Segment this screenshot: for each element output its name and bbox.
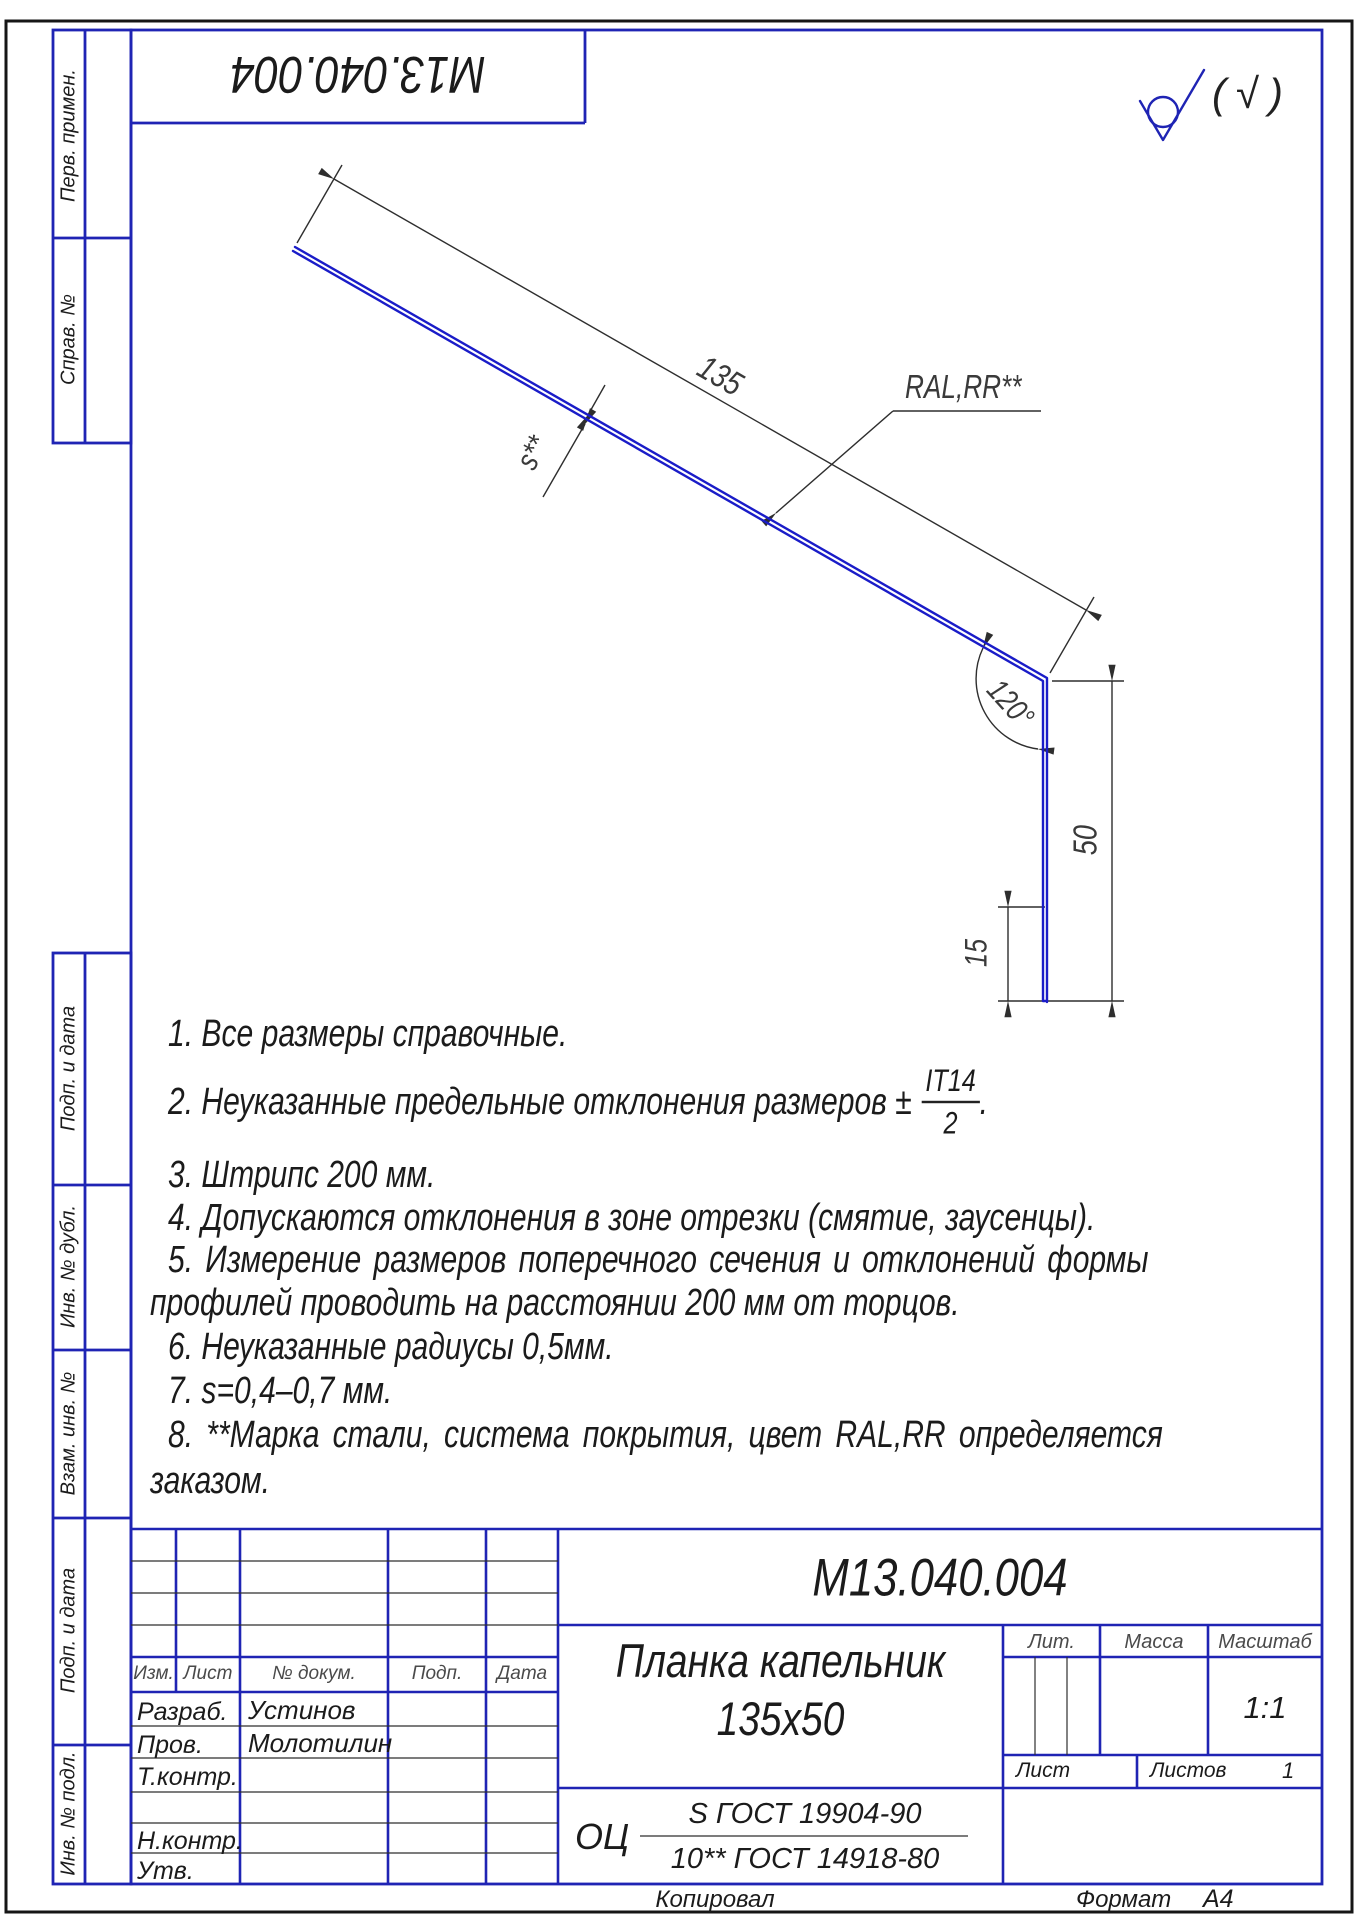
note-6: 6. Неуказанные радиусы 0,5мм. — [168, 1325, 614, 1368]
roughness-icon — [1140, 70, 1204, 140]
note-2-period: . — [979, 1080, 989, 1123]
note-2-text: 2. Неуказанные предельные отклонения размеров ± — [168, 1080, 912, 1123]
margin-label-inv-no-podl: Инв. № подл. — [57, 1751, 80, 1876]
developer-name: Устинов — [248, 1695, 356, 1725]
note-8-line2: заказом. — [150, 1459, 270, 1502]
header-izm: Изм. — [133, 1663, 174, 1684]
list-label: Лист — [1016, 1759, 1071, 1782]
note-2-fraction-numerator: IT14 — [921, 1062, 979, 1103]
note-3: 3. Штрипс 200 мм. — [168, 1153, 436, 1196]
profile-drawing — [293, 247, 1047, 1002]
listov-label: Листов — [1150, 1759, 1227, 1782]
listov-value: 1 — [1282, 1758, 1295, 1783]
titleblock-part-name-line2: 135x50 — [716, 1692, 845, 1746]
row-label-razrab: Разраб. — [137, 1698, 228, 1726]
massa-label: Масса — [1124, 1631, 1184, 1653]
page-outer-border — [6, 21, 1352, 1912]
dim-height-50: 50 — [1066, 824, 1104, 856]
lit-label: Лит. — [1028, 1631, 1075, 1653]
format-label: Формат — [1076, 1886, 1172, 1913]
margin-label-podp-i-data-2: Подп. и дата — [57, 1567, 80, 1694]
material-numerator: S ГОСТ 19904-90 — [688, 1798, 922, 1830]
masshtab-label: Масштаб — [1218, 1631, 1312, 1653]
row-label-tkontr: Т.контр. — [137, 1763, 238, 1791]
header-podp: Подп. — [411, 1663, 463, 1684]
header-list: Лист — [183, 1663, 233, 1684]
margin-label-podp-i-data-1: Подп. и дата — [57, 1005, 80, 1132]
leader-coating-ral-rr: RAL,RR** — [905, 368, 1022, 406]
titleblock-part-name-line1: Планка капельник — [615, 1634, 946, 1688]
row-label-prov: Пров. — [137, 1731, 203, 1759]
scale-value: 1:1 — [1243, 1690, 1287, 1725]
header-data: Дата — [496, 1663, 548, 1684]
row-label-nkontr: Н.контр. — [137, 1827, 243, 1855]
checker-name: Молотилин — [248, 1728, 393, 1758]
top-stamp-designation: М13.040.004 — [230, 45, 486, 105]
note-5-line2: профилей проводить на расстоянии 200 мм от торцов. — [150, 1281, 960, 1324]
note-7: 7. s=0,4–0,7 мм. — [168, 1369, 393, 1412]
note-1: 1. Все размеры справочные. — [168, 1012, 568, 1055]
margin-label-sprav-no: Справ. № — [57, 294, 80, 385]
material-prefix: ОЦ — [575, 1816, 630, 1857]
dim-length-135: 135 — [691, 348, 750, 403]
kopiroval-label: Копировал — [655, 1886, 775, 1913]
note-2 — [168, 1062, 988, 1143]
note-8-line1: 8. **Марка стали, система покрытия, цвет RAL,RR определяется — [168, 1413, 1163, 1456]
row-label-utv: Утв. — [137, 1857, 194, 1885]
dimension-lines — [297, 165, 1124, 1001]
margin-label-inv-no-dubl: Инв. № дубл. — [57, 1205, 80, 1328]
dim-hem-15: 15 — [957, 938, 994, 967]
note-2-fraction — [921, 1062, 979, 1143]
dim-angle-120: 120° — [980, 671, 1042, 735]
note-5-line1: 5. Измерение размеров поперечного сечения и отклонений формы — [168, 1238, 1149, 1281]
roughness-remainder-mark: (√) — [1212, 70, 1294, 117]
header-dokum: № докум. — [272, 1663, 356, 1684]
note-2-fraction-denominator: 2 — [943, 1104, 958, 1142]
dim-thickness-s: s** — [508, 429, 556, 476]
note-4: 4. Допускаются отклонения в зоне отрезки (смятие, заусенцы). — [168, 1196, 1096, 1239]
margin-label-perv-primen: Перв. примен. — [57, 69, 80, 202]
titleblock-designation: М13.040.004 — [812, 1547, 1068, 1607]
margin-label-vzam-inv-no: Взам. инв. № — [57, 1371, 80, 1496]
material-denominator: 10** ГОСТ 14918-80 — [670, 1843, 940, 1875]
format-value: А4 — [1203, 1885, 1234, 1913]
